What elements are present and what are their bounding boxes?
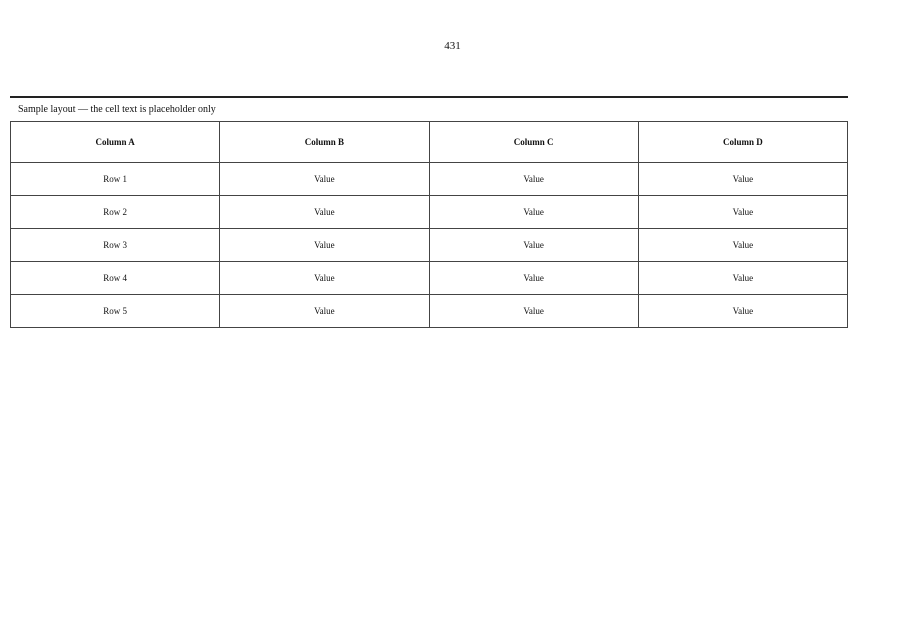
column-header: Column B — [220, 122, 429, 163]
table-cell: Value — [220, 229, 429, 262]
table-cell: Row 1 — [11, 163, 220, 196]
table-cell: Value — [429, 229, 638, 262]
table-row — [11, 262, 848, 295]
table-cell: Row 4 — [11, 262, 220, 295]
table-cell: Value — [429, 295, 638, 328]
table-cell: Row 2 — [11, 196, 220, 229]
data-table — [10, 121, 848, 328]
table-cell: Value — [638, 196, 847, 229]
table-header-row — [11, 122, 848, 163]
table-cell: Value — [220, 196, 429, 229]
table-cell: Value — [429, 196, 638, 229]
table-cell: Row 3 — [11, 229, 220, 262]
column-header: Column D — [638, 122, 847, 163]
table-cell: Value — [220, 163, 429, 196]
table-row — [11, 163, 848, 196]
table-cell: Value — [429, 163, 638, 196]
table-cell: Value — [220, 295, 429, 328]
placeholder-notice: Sample layout — the cell text is placeholder only — [18, 104, 216, 115]
table-sheet — [10, 96, 848, 328]
table-cell: Value — [638, 262, 847, 295]
table-row — [11, 229, 848, 262]
table-cell: Value — [220, 262, 429, 295]
table-row — [11, 295, 848, 328]
page-number: 431 — [444, 40, 461, 52]
table-cell: Value — [638, 163, 847, 196]
column-header: Column A — [11, 122, 220, 163]
table-row — [11, 196, 848, 229]
table-cell: Value — [638, 229, 847, 262]
table-cell: Value — [429, 262, 638, 295]
table-cell: Row 5 — [11, 295, 220, 328]
column-header: Column C — [429, 122, 638, 163]
table-cell: Value — [638, 295, 847, 328]
